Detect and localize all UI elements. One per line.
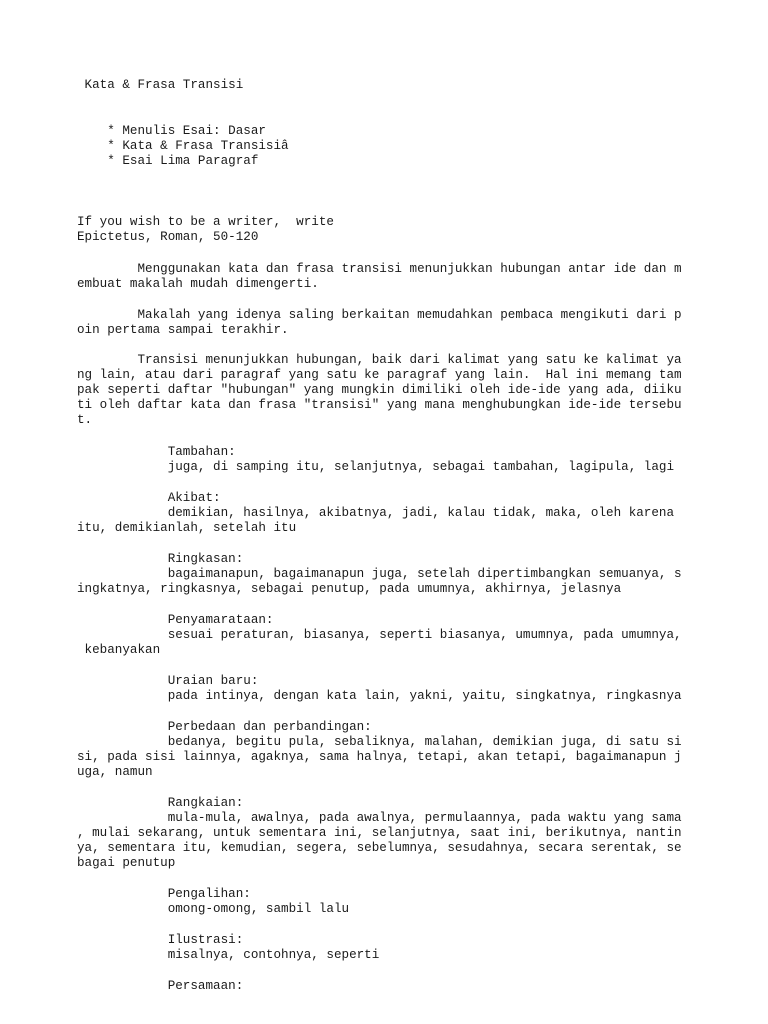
category-line: kebanyakan [77, 643, 161, 657]
category-line: bagaimanapun, bagaimanapun juga, setelah dipertimbangkan semuanya, s [77, 567, 682, 581]
category-line: omong-omong, sambil lalu [77, 902, 350, 916]
category-line: , mulai sekarang, untuk sementara ini, selanjutnya, saat ini, berikutnya, nantin [77, 826, 682, 840]
category-heading-ringkasan: Ringkasan: [77, 552, 244, 566]
category-line: bedanya, begitu pula, sebaliknya, malahan, demikian juga, di satu si [77, 735, 682, 749]
category-line: demikian, hasilnya, akibatnya, jadi, kalau tidak, maka, oleh karena [77, 506, 675, 520]
category-heading-pengalihan: Pengalihan: [77, 887, 251, 901]
paragraph-line: Menggunakan kata dan frasa transisi menunjukkan hubungan antar ide dan m [77, 262, 682, 276]
category-line: mula-mula, awalnya, pada awalnya, permulaannya, pada waktu yang sama [77, 811, 682, 825]
quote-author: Epictetus, Roman, 50-120 [77, 230, 259, 244]
paragraph-line: pak seperti daftar "hubungan" yang mungkin dimiliki oleh ide-ide yang ada, diiku [77, 383, 682, 397]
nav-item-esai-lima[interactable]: * Esai Lima Paragraf [77, 154, 259, 168]
category-line: misalnya, contohnya, seperti [77, 948, 380, 962]
paragraph-line: ti oleh daftar kata dan frasa "transisi" yang mana menghubungkan ide-ide tersebu [77, 398, 682, 412]
paragraph-line: Makalah yang idenya saling berkaitan memudahkan pembaca mengikuti dari p [77, 308, 682, 322]
category-heading-perbedaan: Perbedaan dan perbandingan: [77, 720, 372, 734]
category-line: bagai penutup [77, 856, 176, 870]
category-line: ingkatnya, ringkasnya, sebagai penutup, pada umumnya, akhirnya, jelasnya [77, 582, 622, 596]
category-line: ya, sementara itu, kemudian, segera, sebelumnya, sesudahnya, secara serentak, se [77, 841, 682, 855]
paragraph-line: ng lain, atau dari paragraf yang satu ke paragraf yang lain. Hal ini memang tam [77, 368, 682, 382]
category-line: si, pada sisi lainnya, agaknya, sama halnya, tetapi, akan tetapi, bagaimanapun j [77, 750, 682, 764]
category-heading-tambahan: Tambahan: [77, 445, 236, 459]
nav-item-menulis-esai[interactable]: * Menulis Esai: Dasar [77, 124, 266, 138]
paragraph-line: Transisi menunjukkan hubungan, baik dari kalimat yang satu ke kalimat ya [77, 353, 682, 367]
category-heading-akibat: Akibat: [77, 491, 221, 505]
category-heading-ilustrasi: Ilustrasi: [77, 933, 244, 947]
category-heading-rangkaian: Rangkaian: [77, 796, 244, 810]
category-heading-uraian-baru: Uraian baru: [77, 674, 259, 688]
doc-title: Kata & Frasa Transisi [77, 78, 244, 92]
category-line: itu, demikianlah, setelah itu [77, 521, 297, 535]
category-heading-penyamarataan: Penyamarataan: [77, 613, 274, 627]
category-line: uga, namun [77, 765, 153, 779]
nav-item-kata-frasa[interactable]: * Kata & Frasa Transisiâ [77, 139, 289, 153]
category-line: juga, di samping itu, selanjutnya, sebagai tambahan, lagipula, lagi [77, 460, 675, 474]
paragraph-line: embuat makalah mudah dimengerti. [77, 277, 319, 291]
category-line: pada intinya, dengan kata lain, yakni, yaitu, singkatnya, ringkasnya [77, 689, 682, 703]
category-heading-persamaan: Persamaan: [77, 979, 244, 993]
paragraph-line: t. [77, 413, 93, 427]
paragraph-line: oin pertama sampai terakhir. [77, 323, 289, 337]
quote-text: If you wish to be a writer, write [77, 215, 334, 229]
category-line: sesuai peraturan, biasanya, seperti biasanya, umumnya, pada umumnya, [77, 628, 682, 642]
